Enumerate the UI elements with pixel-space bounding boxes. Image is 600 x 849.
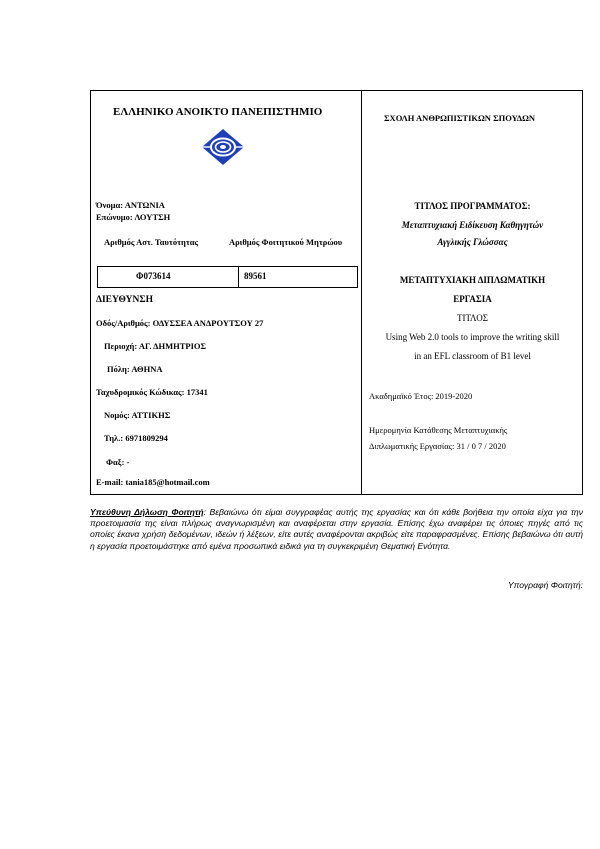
city-value: ΑΘΗΝΑ bbox=[131, 364, 163, 374]
program-heading: ΤΙΤΛΟΣ ΠΡΟΓΡΑΜΜΑΤΟΣ: bbox=[414, 201, 531, 211]
phone-value: 6971809294 bbox=[125, 433, 168, 443]
fax-value: - bbox=[126, 457, 130, 467]
phone-row bbox=[104, 433, 168, 443]
thesis-type-line-2: ΕΡΓΑΣΙΑ bbox=[453, 294, 492, 304]
first-name-row bbox=[96, 200, 165, 210]
submission-line-2: Διπλωματικής Εργασίας: 31 / 0 7 / 2020 bbox=[369, 441, 506, 451]
email-row bbox=[96, 477, 210, 487]
thesis-type-line-1: ΜΕΤΑΠΤΥΧΙΑΚΗ ΔΙΠΛΩΜΑΤΙΚΗ bbox=[399, 275, 546, 285]
student-no-label: Αριθμός Φοιτητικού Μητρώου bbox=[229, 237, 343, 247]
postal-label: Ταχυδρομικός Κώδικας: bbox=[96, 387, 185, 397]
street-row bbox=[96, 318, 263, 328]
phone-label: Τηλ.: bbox=[104, 433, 124, 443]
title-label: ΤΙΤΛΟΣ bbox=[457, 313, 488, 323]
university-name: ΕΛΛΗΝΙΚΟ ΑΝΟΙΚΤΟ ΠΑΝΕΠΙΣΤΗΜΙΟ bbox=[113, 106, 323, 118]
city-row bbox=[107, 364, 163, 374]
id-card-box bbox=[97, 266, 239, 288]
program-line-2: Αγγλικής Γλώσσας bbox=[437, 237, 508, 247]
school-name: ΣΧΟΛΗ ΑΝΘΡΩΠΙΣΤΙΚΩΝ ΣΠΟΥΔΩΝ bbox=[384, 113, 536, 123]
postal-row bbox=[96, 387, 208, 397]
city-label: Πόλη: bbox=[107, 364, 130, 374]
declaration-text: : Βεβαιώνω ότι είμαι συγγραφέας αυτής της εργασίας και ότι κάθε βοήθεια την οποία είχα για την προετοιμασία της είναι πλήρως αναγνωρισμένη και αναφέρεται στην εργασία. Επίσης έχω αναφέρει τις όποιες πηγές από τις οποίες έκανα χρήση δεδομένων, ιδεών ή λέξεων, είτε αυτές αναφέρονται ακριβώς είτε παραφρασμένες. Επίσης βεβαιώνω ότι αυτή η εργασία προετοιμάστηκε από εμένα προσωπικά ειδικά για τη συγκεκριμένη Θεματική Ενότητα. bbox=[90, 507, 583, 551]
last-name-row bbox=[96, 212, 170, 222]
eap-university-logo bbox=[201, 128, 245, 166]
student-no-box bbox=[238, 266, 358, 288]
column-divider bbox=[361, 90, 362, 495]
fax-row bbox=[106, 457, 129, 467]
thesis-title-line-1: Using Web 2.0 tools to improve the writing skill bbox=[385, 332, 560, 342]
fax-label: Φαξ: bbox=[106, 457, 125, 467]
prefecture-value: ΑΤΤΙΚΗΣ bbox=[131, 410, 171, 420]
area-value: ΑΓ. ΔΗΜΗΤΡΙΟΣ bbox=[138, 341, 207, 351]
academic-year: Ακαδημαϊκό Έτος: 2019-2020 bbox=[369, 391, 473, 401]
id-card-label: Αριθμός Αστ. Ταυτότητας bbox=[104, 237, 199, 247]
email-value: tania185@hotmail.com bbox=[125, 477, 210, 487]
declaration-heading: Υπεύθυνη Δήλωση Φοιτητή bbox=[90, 507, 204, 517]
street-label: Οδός/Αριθμός: bbox=[96, 318, 151, 328]
student-no-value: 89561 bbox=[244, 271, 267, 281]
area-label: Περιοχή: bbox=[104, 341, 138, 351]
submission-line-1: Ημερομηνία Κατάθεσης Μεταπτυχιακής bbox=[369, 425, 508, 435]
email-label: E-mail: bbox=[96, 477, 124, 487]
signature-label: Υπογραφή Φοιτητή: bbox=[507, 580, 583, 590]
thesis-title-line-2: in an EFL classroom of B1 level bbox=[414, 351, 531, 361]
first-name-value: ΑΝΤΩΝΙΑ bbox=[124, 200, 165, 210]
area-row bbox=[104, 341, 206, 351]
postal-value: 17341 bbox=[186, 387, 208, 397]
last-name-label: Επώνυμο: bbox=[96, 212, 133, 222]
first-name-label: Όνομα: bbox=[96, 200, 124, 210]
prefecture-row bbox=[104, 410, 170, 420]
id-card-value: Φ073614 bbox=[136, 271, 171, 281]
last-name-value: ΛΟΥΤΣΗ bbox=[134, 212, 171, 222]
student-declaration bbox=[90, 507, 583, 552]
street-value: ΟΔΥΣΣΕΑ ΑΝΔΡΟΥΤΣΟΥ 27 bbox=[152, 318, 264, 328]
prefecture-label: Νομός: bbox=[104, 410, 130, 420]
address-heading: ΔΙΕΥΘΥΝΣΗ bbox=[96, 295, 153, 305]
program-line-1: Μεταπτυχιακή Ειδίκευση Καθηγητών bbox=[401, 220, 544, 230]
